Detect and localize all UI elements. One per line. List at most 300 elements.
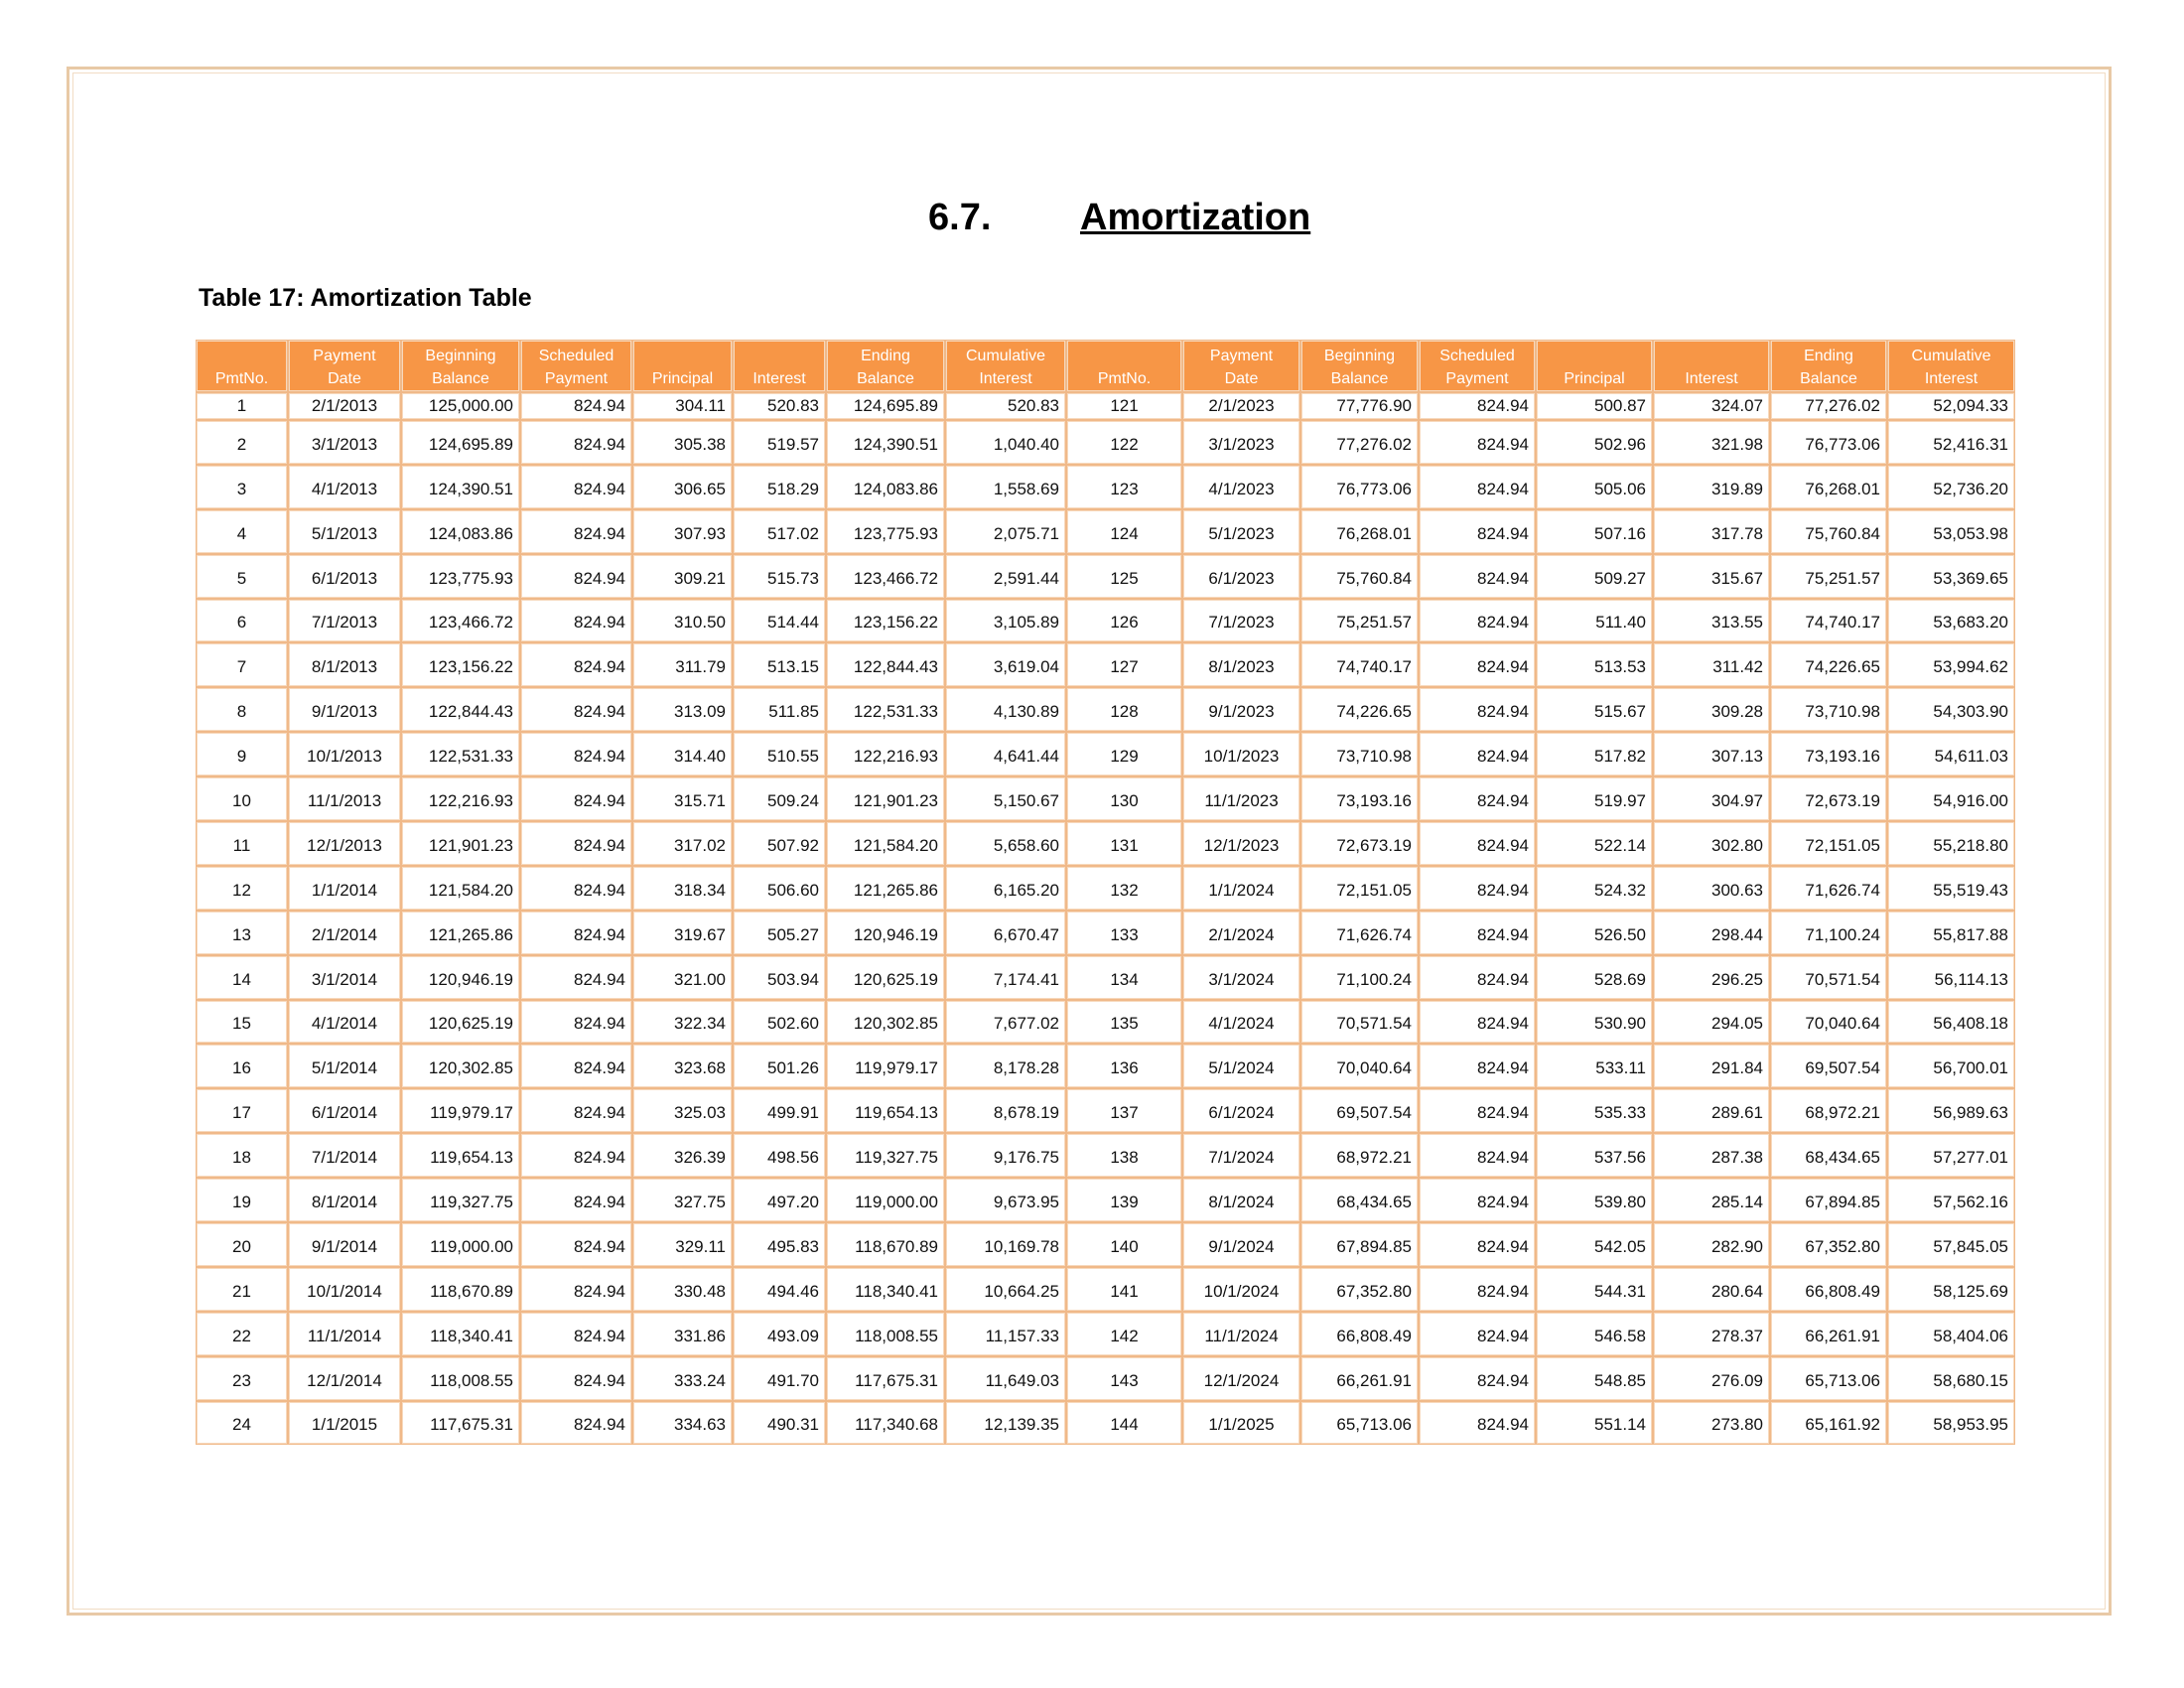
cell-principal: 334.63 [632, 1401, 733, 1446]
cell-cumulative-interest: 4,130.89 [945, 687, 1066, 732]
table-header [196, 340, 2015, 392]
cell-interest: 515.73 [733, 554, 826, 599]
cell-payment-date: 5/1/2023 [1182, 509, 1300, 554]
cell-ending-balance: 68,434.65 [1770, 1133, 1887, 1178]
cell-principal: 522.14 [1536, 821, 1653, 866]
cell-principal: 533.11 [1536, 1044, 1653, 1088]
cell-payment-date: 1/1/2024 [1182, 866, 1300, 911]
cell-pmt-no: 135 [1066, 1000, 1182, 1045]
header-principal-2 [1536, 340, 1653, 392]
cell-scheduled-payment: 824.94 [520, 911, 632, 955]
cell-principal: 305.38 [632, 420, 733, 465]
cell-scheduled-payment: 824.94 [1419, 1267, 1536, 1312]
cell-ending-balance: 74,226.65 [1770, 642, 1887, 687]
cell-ending-balance: 75,760.84 [1770, 509, 1887, 554]
table-row [196, 509, 2015, 554]
cell-ending-balance: 70,040.64 [1770, 1000, 1887, 1045]
header-interest [733, 340, 826, 392]
cell-principal: 306.65 [632, 465, 733, 509]
cell-beginning-balance: 122,216.93 [401, 776, 520, 821]
cell-pmt-no: 122 [1066, 420, 1182, 465]
cell-ending-balance: 120,302.85 [826, 1000, 945, 1045]
cell-ending-balance: 122,216.93 [826, 732, 945, 776]
cell-ending-balance: 122,531.33 [826, 687, 945, 732]
cell-principal: 544.31 [1536, 1267, 1653, 1312]
cell-cumulative-interest: 9,673.95 [945, 1178, 1066, 1222]
cell-payment-date: 12/1/2014 [288, 1356, 401, 1401]
cell-payment-date: 5/1/2013 [288, 509, 401, 554]
header-pmt-no-2 [1066, 340, 1182, 392]
header-line-1: Ending [1804, 348, 1853, 364]
cell-interest: 498.56 [733, 1133, 826, 1178]
cell-principal: 528.69 [1536, 955, 1653, 1000]
cell-pmt-no: 138 [1066, 1133, 1182, 1178]
cell-pmt-no: 141 [1066, 1267, 1182, 1312]
cell-interest: 280.64 [1653, 1267, 1770, 1312]
cell-ending-balance: 120,946.19 [826, 911, 945, 955]
cell-interest: 294.05 [1653, 1000, 1770, 1045]
cell-payment-date: 8/1/2024 [1182, 1178, 1300, 1222]
cell-ending-balance: 123,156.22 [826, 599, 945, 643]
cell-principal: 322.34 [632, 1000, 733, 1045]
table-row [196, 1178, 2015, 1222]
cell-cumulative-interest: 10,169.78 [945, 1222, 1066, 1267]
cell-interest: 497.20 [733, 1178, 826, 1222]
header-line-2: Balance [857, 370, 914, 387]
cell-pmt-no: 13 [196, 911, 288, 955]
cell-scheduled-payment: 824.94 [520, 392, 632, 420]
cell-ending-balance: 118,670.89 [826, 1222, 945, 1267]
cell-principal: 307.93 [632, 509, 733, 554]
cell-ending-balance: 75,251.57 [1770, 554, 1887, 599]
cell-ending-balance: 73,710.98 [1770, 687, 1887, 732]
cell-scheduled-payment: 824.94 [1419, 509, 1536, 554]
cell-interest: 276.09 [1653, 1356, 1770, 1401]
cell-beginning-balance: 68,434.65 [1300, 1178, 1419, 1222]
cell-payment-date: 1/1/2015 [288, 1401, 401, 1446]
cell-beginning-balance: 118,670.89 [401, 1267, 520, 1312]
cell-ending-balance: 121,584.20 [826, 821, 945, 866]
cell-pmt-no: 128 [1066, 687, 1182, 732]
cell-pmt-no: 24 [196, 1401, 288, 1446]
cell-cumulative-interest: 520.83 [945, 392, 1066, 420]
cell-scheduled-payment: 824.94 [520, 866, 632, 911]
cell-cumulative-interest: 1,040.40 [945, 420, 1066, 465]
cell-principal: 327.75 [632, 1178, 733, 1222]
cell-cumulative-interest: 57,277.01 [1887, 1133, 2015, 1178]
cell-cumulative-interest: 2,075.71 [945, 509, 1066, 554]
header-line-1: Payment [313, 348, 376, 364]
cell-payment-date: 9/1/2024 [1182, 1222, 1300, 1267]
cell-cumulative-interest: 53,994.62 [1887, 642, 2015, 687]
cell-principal: 502.96 [1536, 420, 1653, 465]
cell-interest: 324.07 [1653, 392, 1770, 420]
cell-scheduled-payment: 824.94 [520, 1000, 632, 1045]
cell-scheduled-payment: 824.94 [1419, 1312, 1536, 1356]
cell-pmt-no: 18 [196, 1133, 288, 1178]
cell-pmt-no: 3 [196, 465, 288, 509]
cell-scheduled-payment: 824.94 [1419, 420, 1536, 465]
cell-beginning-balance: 123,156.22 [401, 642, 520, 687]
cell-pmt-no: 14 [196, 955, 288, 1000]
header-line-2: Payment [544, 370, 609, 387]
cell-beginning-balance: 117,675.31 [401, 1401, 520, 1446]
cell-cumulative-interest: 53,369.65 [1887, 554, 2015, 599]
cell-cumulative-interest: 6,670.47 [945, 911, 1066, 955]
cell-pmt-no: 131 [1066, 821, 1182, 866]
cell-principal: 329.11 [632, 1222, 733, 1267]
header-scheduled-payment [520, 340, 632, 392]
cell-interest: 296.25 [1653, 955, 1770, 1000]
cell-beginning-balance: 76,773.06 [1300, 465, 1419, 509]
cell-interest: 313.55 [1653, 599, 1770, 643]
header-line-1: Beginning [425, 348, 496, 364]
cell-payment-date: 6/1/2023 [1182, 554, 1300, 599]
cell-beginning-balance: 123,466.72 [401, 599, 520, 643]
header-line-2: Interest [752, 370, 806, 387]
header-line-1 [203, 345, 281, 367]
cell-scheduled-payment: 824.94 [520, 420, 632, 465]
cell-pmt-no: 124 [1066, 509, 1182, 554]
cell-cumulative-interest: 58,125.69 [1887, 1267, 2015, 1312]
cell-pmt-no: 23 [196, 1356, 288, 1401]
cell-beginning-balance: 124,390.51 [401, 465, 520, 509]
cell-scheduled-payment: 824.94 [520, 1088, 632, 1133]
header-line-2: Date [328, 370, 361, 387]
cell-scheduled-payment: 824.94 [1419, 1356, 1536, 1401]
cell-scheduled-payment: 824.94 [1419, 554, 1536, 599]
header-pmt-no [196, 340, 288, 392]
cell-pmt-no: 125 [1066, 554, 1182, 599]
cell-payment-date: 6/1/2013 [288, 554, 401, 599]
cell-scheduled-payment: 824.94 [520, 732, 632, 776]
cell-payment-date: 3/1/2024 [1182, 955, 1300, 1000]
header-line-2: Interest [979, 370, 1032, 387]
cell-scheduled-payment: 824.94 [1419, 1222, 1536, 1267]
cell-scheduled-payment: 824.94 [1419, 821, 1536, 866]
cell-pmt-no: 19 [196, 1178, 288, 1222]
cell-interest: 509.24 [733, 776, 826, 821]
cell-cumulative-interest: 55,817.88 [1887, 911, 2015, 955]
cell-beginning-balance: 121,584.20 [401, 866, 520, 911]
cell-cumulative-interest: 56,408.18 [1887, 1000, 2015, 1045]
cell-beginning-balance: 121,265.86 [401, 911, 520, 955]
cell-scheduled-payment: 824.94 [520, 1178, 632, 1222]
cell-pmt-no: 127 [1066, 642, 1182, 687]
cell-ending-balance: 72,151.05 [1770, 821, 1887, 866]
cell-interest: 278.37 [1653, 1312, 1770, 1356]
cell-cumulative-interest: 10,664.25 [945, 1267, 1066, 1312]
cell-payment-date: 12/1/2023 [1182, 821, 1300, 866]
cell-payment-date: 3/1/2014 [288, 955, 401, 1000]
cell-principal: 331.86 [632, 1312, 733, 1356]
header-line-1: Ending [861, 348, 910, 364]
cell-principal: 310.50 [632, 599, 733, 643]
cell-payment-date: 6/1/2024 [1182, 1088, 1300, 1133]
header-beginning-balance [401, 340, 520, 392]
table-row [196, 1401, 2015, 1446]
cell-beginning-balance: 119,000.00 [401, 1222, 520, 1267]
cell-pmt-no: 15 [196, 1000, 288, 1045]
cell-payment-date: 11/1/2023 [1182, 776, 1300, 821]
header-line-2: Date [1224, 370, 1259, 387]
cell-interest: 291.84 [1653, 1044, 1770, 1088]
cell-payment-date: 9/1/2014 [288, 1222, 401, 1267]
cell-cumulative-interest: 1,558.69 [945, 465, 1066, 509]
cell-ending-balance: 124,390.51 [826, 420, 945, 465]
cell-scheduled-payment: 824.94 [1419, 732, 1536, 776]
cell-beginning-balance: 73,710.98 [1300, 732, 1419, 776]
cell-beginning-balance: 70,040.64 [1300, 1044, 1419, 1088]
cell-scheduled-payment: 824.94 [520, 1356, 632, 1401]
cell-payment-date: 5/1/2024 [1182, 1044, 1300, 1088]
cell-principal: 311.79 [632, 642, 733, 687]
cell-pmt-no: 10 [196, 776, 288, 821]
cell-principal: 509.27 [1536, 554, 1653, 599]
cell-interest: 517.02 [733, 509, 826, 554]
cell-cumulative-interest: 53,053.98 [1887, 509, 2015, 554]
cell-scheduled-payment: 824.94 [520, 465, 632, 509]
cell-pmt-no: 7 [196, 642, 288, 687]
cell-payment-date: 1/1/2014 [288, 866, 401, 911]
cell-beginning-balance: 73,193.16 [1300, 776, 1419, 821]
cell-principal: 524.32 [1536, 866, 1653, 911]
cell-interest: 518.29 [733, 465, 826, 509]
cell-scheduled-payment: 824.94 [1419, 1133, 1536, 1178]
cell-ending-balance: 65,161.92 [1770, 1401, 1887, 1446]
cell-principal: 314.40 [632, 732, 733, 776]
cell-payment-date: 11/1/2014 [288, 1312, 401, 1356]
cell-principal: 318.34 [632, 866, 733, 911]
cell-principal: 309.21 [632, 554, 733, 599]
table-row [196, 599, 2015, 643]
cell-cumulative-interest: 11,157.33 [945, 1312, 1066, 1356]
cell-beginning-balance: 74,226.65 [1300, 687, 1419, 732]
cell-beginning-balance: 66,808.49 [1300, 1312, 1419, 1356]
cell-beginning-balance: 118,340.41 [401, 1312, 520, 1356]
cell-payment-date: 9/1/2013 [288, 687, 401, 732]
cell-interest: 282.90 [1653, 1222, 1770, 1267]
header-cumulative-interest-2 [1887, 340, 2015, 392]
table-row [196, 911, 2015, 955]
cell-interest: 503.94 [733, 955, 826, 1000]
cell-payment-date: 7/1/2013 [288, 599, 401, 643]
cell-ending-balance: 119,654.13 [826, 1088, 945, 1133]
header-line-2: Principal [651, 370, 714, 387]
cell-beginning-balance: 77,776.90 [1300, 392, 1419, 420]
cell-cumulative-interest: 5,658.60 [945, 821, 1066, 866]
cell-interest: 309.28 [1653, 687, 1770, 732]
cell-scheduled-payment: 824.94 [1419, 776, 1536, 821]
cell-payment-date: 10/1/2024 [1182, 1267, 1300, 1312]
cell-pmt-no: 130 [1066, 776, 1182, 821]
cell-payment-date: 7/1/2023 [1182, 599, 1300, 643]
cell-cumulative-interest: 7,677.02 [945, 1000, 1066, 1045]
cell-principal: 325.03 [632, 1088, 733, 1133]
cell-ending-balance: 117,675.31 [826, 1356, 945, 1401]
cell-pmt-no: 140 [1066, 1222, 1182, 1267]
cell-cumulative-interest: 56,700.01 [1887, 1044, 2015, 1088]
header-line-2: Balance [1800, 370, 1857, 387]
section-number: 6.7. [928, 197, 992, 238]
cell-payment-date: 4/1/2023 [1182, 465, 1300, 509]
cell-payment-date: 4/1/2013 [288, 465, 401, 509]
header-line-1 [639, 345, 726, 367]
cell-scheduled-payment: 824.94 [1419, 465, 1536, 509]
cell-interest: 304.97 [1653, 776, 1770, 821]
cell-interest: 494.46 [733, 1267, 826, 1312]
table-caption: Table 17: Amortization Table [199, 284, 532, 312]
cell-principal: 519.97 [1536, 776, 1653, 821]
cell-interest: 315.67 [1653, 554, 1770, 599]
cell-pmt-no: 8 [196, 687, 288, 732]
cell-payment-date: 10/1/2023 [1182, 732, 1300, 776]
cell-payment-date: 12/1/2024 [1182, 1356, 1300, 1401]
cell-payment-date: 10/1/2013 [288, 732, 401, 776]
cell-beginning-balance: 69,507.54 [1300, 1088, 1419, 1133]
header-line-1 [1543, 345, 1646, 367]
cell-ending-balance: 121,265.86 [826, 866, 945, 911]
cell-cumulative-interest: 8,178.28 [945, 1044, 1066, 1088]
cell-scheduled-payment: 824.94 [1419, 911, 1536, 955]
cell-beginning-balance: 74,740.17 [1300, 642, 1419, 687]
cell-cumulative-interest: 54,611.03 [1887, 732, 2015, 776]
table-row [196, 392, 2015, 420]
cell-cumulative-interest: 3,619.04 [945, 642, 1066, 687]
cell-ending-balance: 65,713.06 [1770, 1356, 1887, 1401]
cell-pmt-no: 6 [196, 599, 288, 643]
header-principal [632, 340, 733, 392]
cell-scheduled-payment: 824.94 [520, 1044, 632, 1088]
cell-interest: 513.15 [733, 642, 826, 687]
section-title: Amortization [1080, 197, 1311, 238]
cell-pmt-no: 11 [196, 821, 288, 866]
cell-beginning-balance: 76,268.01 [1300, 509, 1419, 554]
cell-principal: 551.14 [1536, 1401, 1653, 1446]
cell-ending-balance: 71,626.74 [1770, 866, 1887, 911]
cell-pmt-no: 132 [1066, 866, 1182, 911]
header-ending-balance-2 [1770, 340, 1887, 392]
table-row [196, 1356, 2015, 1401]
table-row [196, 1222, 2015, 1267]
cell-interest: 502.60 [733, 1000, 826, 1045]
cell-interest: 273.80 [1653, 1401, 1770, 1446]
table-row [196, 687, 2015, 732]
cell-interest: 287.38 [1653, 1133, 1770, 1178]
cell-ending-balance: 119,000.00 [826, 1178, 945, 1222]
table-row [196, 1312, 2015, 1356]
cell-cumulative-interest: 54,916.00 [1887, 776, 2015, 821]
cell-scheduled-payment: 824.94 [520, 687, 632, 732]
cell-cumulative-interest: 57,562.16 [1887, 1178, 2015, 1222]
cell-payment-date: 4/1/2014 [288, 1000, 401, 1045]
table-row [196, 554, 2015, 599]
cell-principal: 535.33 [1536, 1088, 1653, 1133]
cell-ending-balance: 119,979.17 [826, 1044, 945, 1088]
cell-cumulative-interest: 56,114.13 [1887, 955, 2015, 1000]
cell-payment-date: 2/1/2014 [288, 911, 401, 955]
cell-ending-balance: 122,844.43 [826, 642, 945, 687]
cell-ending-balance: 124,695.89 [826, 392, 945, 420]
cell-principal: 326.39 [632, 1133, 733, 1178]
header-line-1: Cumulative [965, 348, 1046, 364]
cell-payment-date: 11/1/2024 [1182, 1312, 1300, 1356]
cell-interest: 491.70 [733, 1356, 826, 1401]
cell-interest: 298.44 [1653, 911, 1770, 955]
cell-beginning-balance: 71,626.74 [1300, 911, 1419, 955]
cell-scheduled-payment: 824.94 [520, 955, 632, 1000]
cell-scheduled-payment: 824.94 [520, 776, 632, 821]
header-line-1: Payment [1209, 348, 1274, 364]
cell-principal: 515.67 [1536, 687, 1653, 732]
cell-payment-date: 5/1/2014 [288, 1044, 401, 1088]
cell-interest: 307.13 [1653, 732, 1770, 776]
cell-pmt-no: 22 [196, 1312, 288, 1356]
cell-beginning-balance: 66,261.91 [1300, 1356, 1419, 1401]
header-line-2: Interest [1924, 370, 1979, 387]
cell-pmt-no: 137 [1066, 1088, 1182, 1133]
cell-principal: 505.06 [1536, 465, 1653, 509]
cell-interest: 514.44 [733, 599, 826, 643]
cell-pmt-no: 17 [196, 1088, 288, 1133]
cell-payment-date: 3/1/2013 [288, 420, 401, 465]
header-line-2: Balance [432, 370, 489, 387]
cell-ending-balance: 117,340.68 [826, 1401, 945, 1446]
cell-beginning-balance: 124,083.86 [401, 509, 520, 554]
cell-scheduled-payment: 824.94 [1419, 642, 1536, 687]
cell-pmt-no: 21 [196, 1267, 288, 1312]
cell-beginning-balance: 122,531.33 [401, 732, 520, 776]
cell-interest: 507.92 [733, 821, 826, 866]
cell-payment-date: 4/1/2024 [1182, 1000, 1300, 1045]
cell-scheduled-payment: 824.94 [520, 1312, 632, 1356]
cell-scheduled-payment: 824.94 [1419, 1044, 1536, 1088]
cell-scheduled-payment: 824.94 [520, 1267, 632, 1312]
header-line-1: Scheduled [1439, 348, 1515, 364]
cell-payment-date: 2/1/2023 [1182, 392, 1300, 420]
table-row [196, 732, 2015, 776]
cell-pmt-no: 126 [1066, 599, 1182, 643]
cell-ending-balance: 77,276.02 [1770, 392, 1887, 420]
cell-beginning-balance: 119,979.17 [401, 1088, 520, 1133]
cell-scheduled-payment: 824.94 [1419, 687, 1536, 732]
cell-ending-balance: 66,261.91 [1770, 1312, 1887, 1356]
table-row [196, 1088, 2015, 1133]
cell-principal: 530.90 [1536, 1000, 1653, 1045]
cell-scheduled-payment: 824.94 [520, 642, 632, 687]
table-row [196, 1044, 2015, 1088]
cell-cumulative-interest: 56,989.63 [1887, 1088, 2015, 1133]
cell-principal: 313.09 [632, 687, 733, 732]
cell-cumulative-interest: 9,176.75 [945, 1133, 1066, 1178]
cell-principal: 542.05 [1536, 1222, 1653, 1267]
header-scheduled-payment-2 [1419, 340, 1536, 392]
cell-scheduled-payment: 824.94 [520, 509, 632, 554]
cell-ending-balance: 70,571.54 [1770, 955, 1887, 1000]
header-row [196, 340, 2015, 392]
cell-scheduled-payment: 824.94 [1419, 1088, 1536, 1133]
cell-beginning-balance: 124,695.89 [401, 420, 520, 465]
cell-ending-balance: 67,894.85 [1770, 1178, 1887, 1222]
cell-pmt-no: 123 [1066, 465, 1182, 509]
cell-ending-balance: 123,466.72 [826, 554, 945, 599]
cell-payment-date: 9/1/2023 [1182, 687, 1300, 732]
cell-payment-date: 10/1/2014 [288, 1267, 401, 1312]
cell-principal: 546.58 [1536, 1312, 1653, 1356]
cell-principal: 517.82 [1536, 732, 1653, 776]
cell-pmt-no: 4 [196, 509, 288, 554]
table-row [196, 420, 2015, 465]
